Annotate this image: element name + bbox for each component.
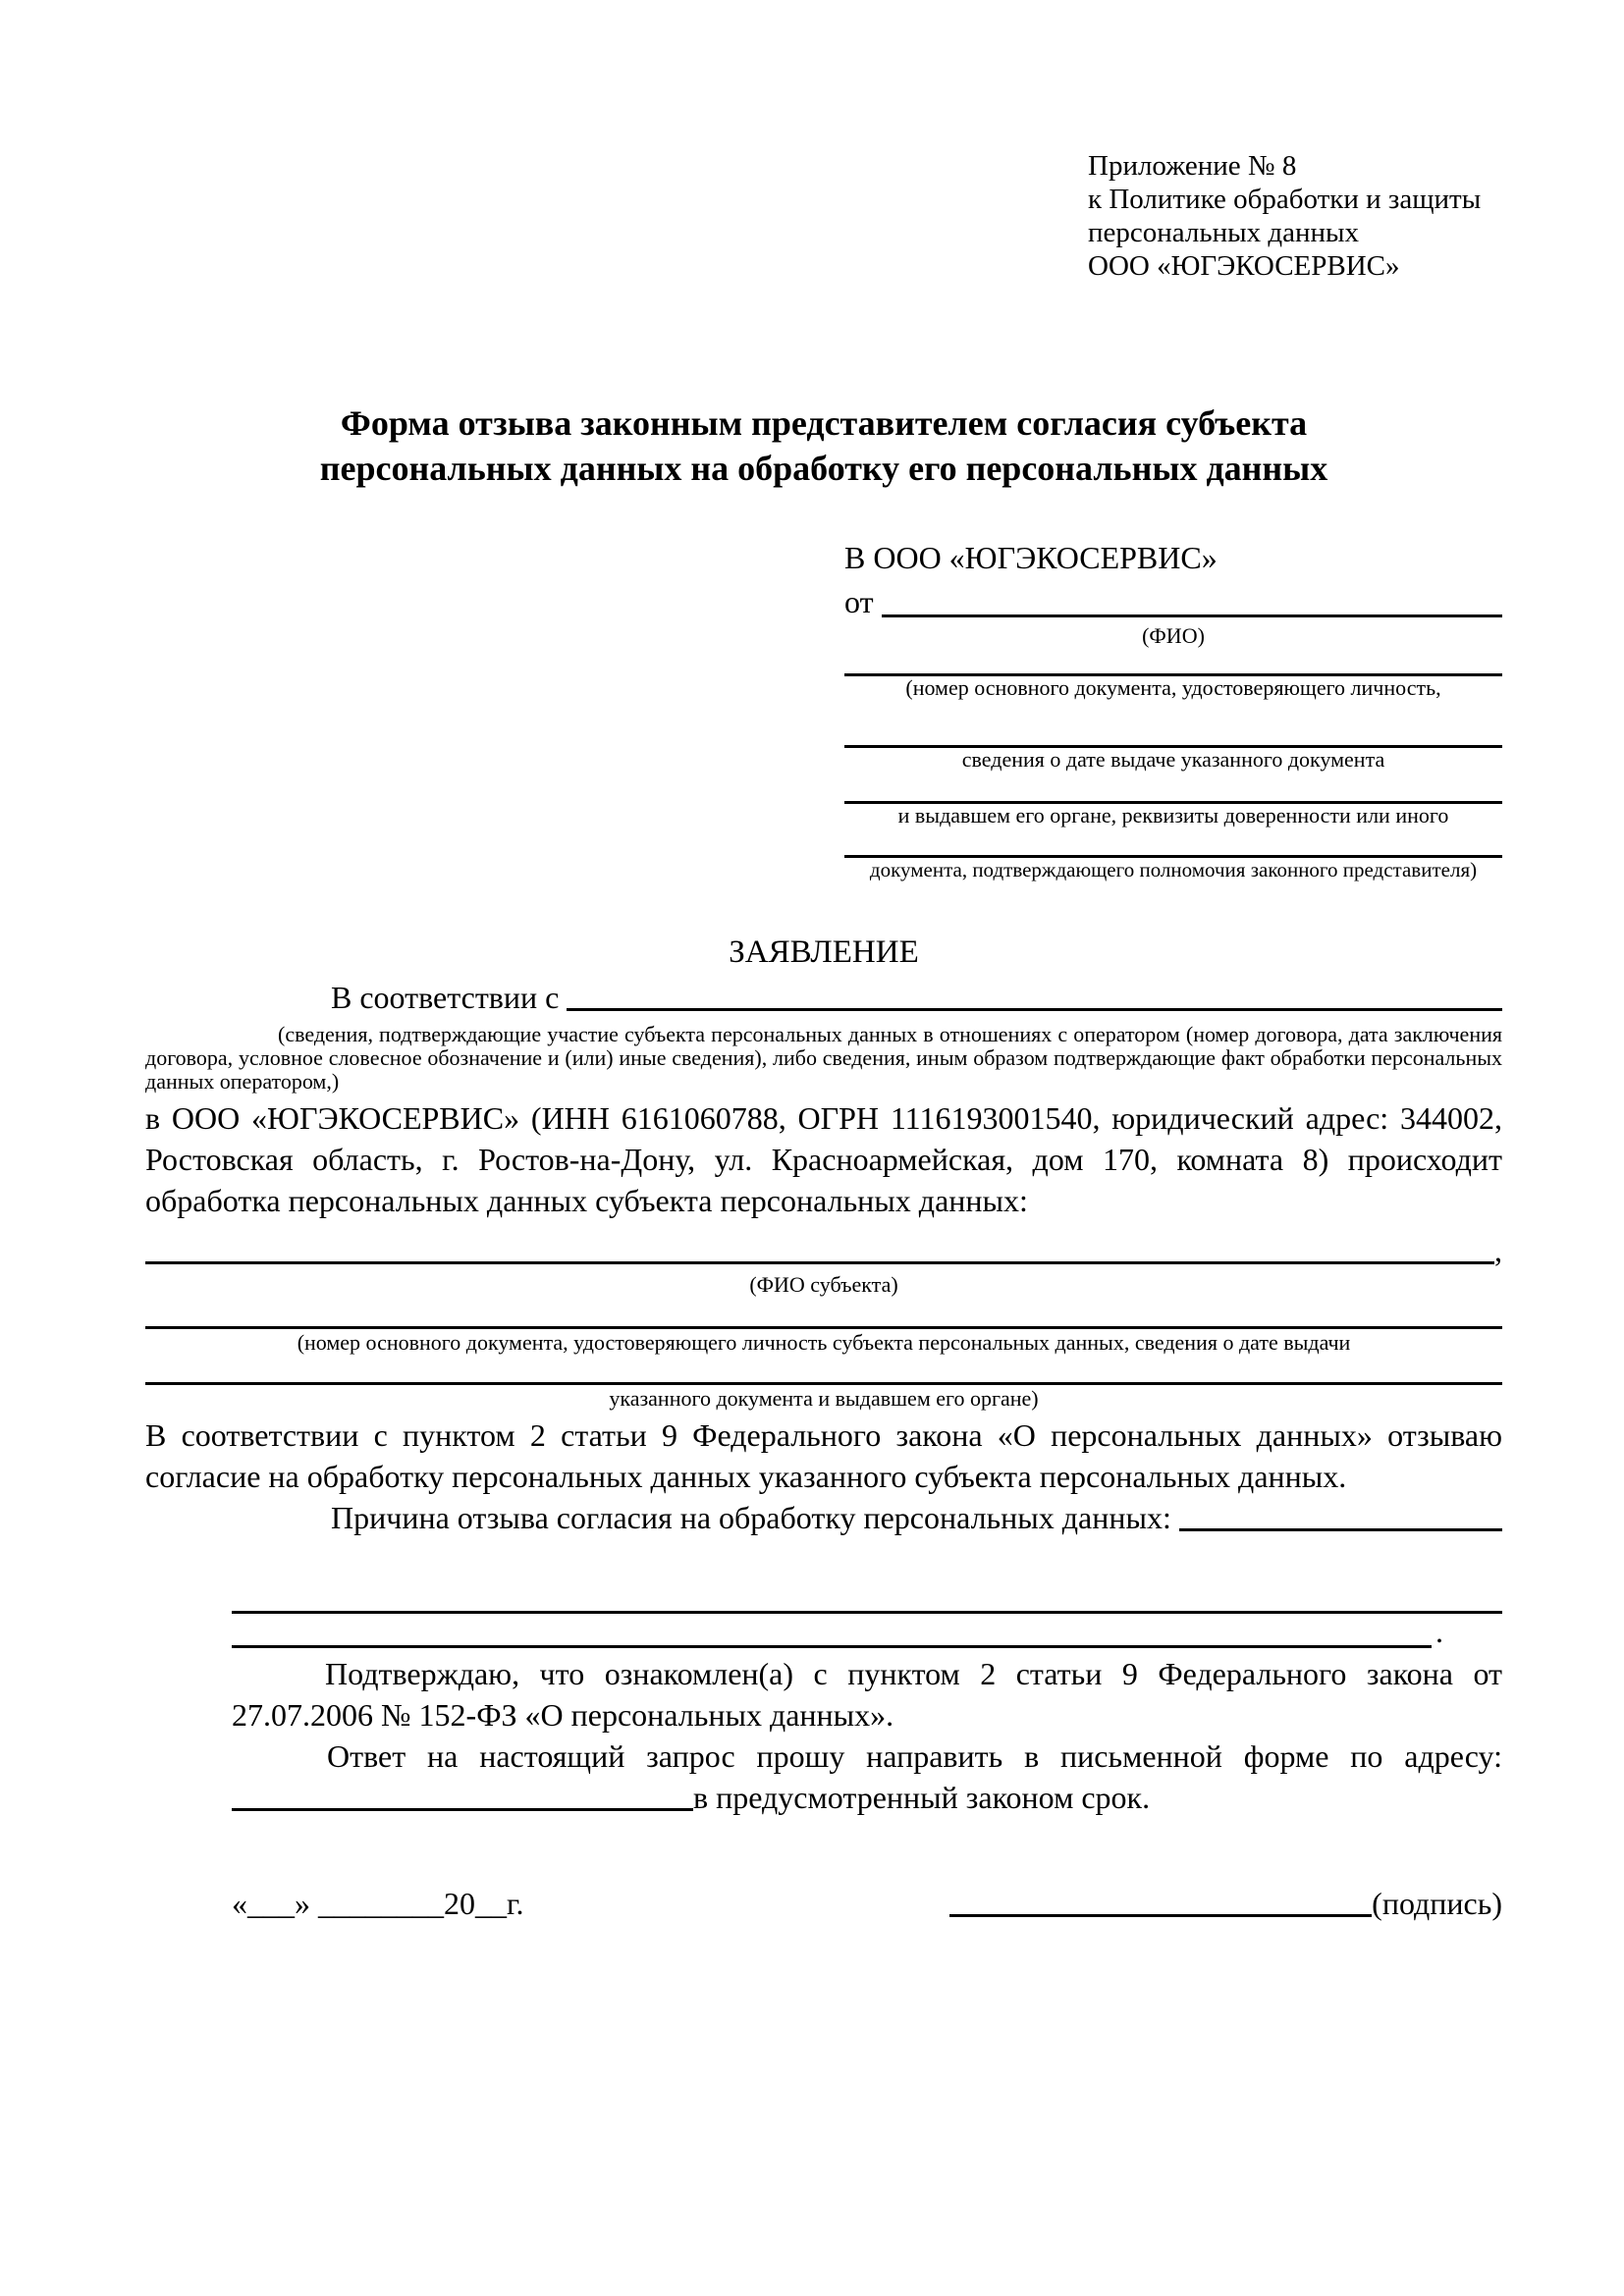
document-title-line: Форма отзыва законным представителем согласия субъекта xyxy=(340,403,1308,443)
annex-header xyxy=(1088,149,1502,283)
issuer-blank-line xyxy=(844,772,1502,804)
reason-blank-line xyxy=(1179,1497,1502,1531)
annex-line: Приложение № 8 xyxy=(1088,150,1297,182)
reason-label: Причина отзыва согласия на обработку персональных данных: xyxy=(331,1500,1179,1535)
reason-blank-line-3 xyxy=(232,1614,1432,1648)
response-suffix: в предусмотренный законом срок. xyxy=(693,1780,1151,1815)
signature-group xyxy=(949,1883,1502,1924)
intro-row xyxy=(145,977,1502,1018)
doc-number-blank-line xyxy=(844,648,1502,676)
addressee-block xyxy=(844,536,1502,881)
from-row xyxy=(844,580,1502,624)
date-line: «___» ________20__г. xyxy=(232,1886,524,1921)
signature-caption: (подпись) xyxy=(1372,1886,1502,1921)
reason-blank-row-3 xyxy=(232,1614,1443,1649)
annex-line: к Политике обработки и защиты xyxy=(1088,184,1482,215)
doc-number-caption: (номер основного документа, удостоверяющего личность, xyxy=(905,675,1441,700)
intro-caption: (сведения, подтверждающие участие субъекта персональных данных в отношениях с оператором (номер договора, дата заключения договора, условное словесное обозначение и (или) иные сведения), либо сведения, иным образом подтверждающие факт обработки персональных данных оператором,) xyxy=(145,1022,1502,1094)
intro-blank-line xyxy=(567,977,1502,1011)
subject-doc-blank-line xyxy=(145,1297,1502,1329)
signature-blank-line xyxy=(949,1883,1372,1917)
document-title xyxy=(145,400,1502,491)
fio-subject-caption: (ФИО субъекта) xyxy=(749,1272,898,1297)
issuer-caption: и выдавшем его органе, реквизиты доверенности или иного xyxy=(897,803,1449,828)
operator-paragraph: в ООО «ЮГЭКОСЕРВИС» (ИНН 6161060788, ОГРН 1116193001540, юридический адрес: 344002, Ростовская область, г. Ростов-на-Дону, ул. Красноармейская, дом 170, комната 8) происходит обработка персональных данных субъекта персональных данных: xyxy=(145,1100,1502,1218)
authority-caption: документа, подтверждающего полномочия законного представителя) xyxy=(869,858,1478,881)
issue-date-blank-line xyxy=(844,700,1502,748)
trailing-comma: , xyxy=(1494,1233,1502,1268)
fio-caption: (ФИО) xyxy=(1142,623,1205,648)
statement-heading: ЗАЯВЛЕНИЕ xyxy=(729,934,919,970)
response-paragraph: Ответ на настоящий запрос прошу направить в письменной форме по адресу: xyxy=(327,1738,1502,1774)
response-address-row xyxy=(232,1777,1502,1818)
authority-blank-line xyxy=(844,828,1502,858)
annex-line: ООО «ЮГЭКОСЕРВИС» xyxy=(1088,250,1400,282)
address-blank-line xyxy=(232,1777,693,1811)
intro-prefix: В соответствии с xyxy=(331,980,568,1015)
subject-doc-caption-2: указанного документа и выдавшем его органе) xyxy=(609,1386,1039,1411)
document-title-line: персональных данных на обработку его персональных данных xyxy=(319,449,1328,488)
from-label: от xyxy=(844,584,882,619)
withdraw-paragraph: В соответствии с пунктом 2 статьи 9 Федерального закона «О персональных данных» отзываю согласие на обработку персональных данных указанного субъекта персональных данных. xyxy=(145,1417,1502,1494)
fio-subject-blank-row xyxy=(145,1230,1502,1271)
trailing-period: . xyxy=(1435,1614,1443,1649)
subject-doc-caption-1: (номер основного документа, удостоверяющего личность субъекта персональных данных, сведения о дате выдачи xyxy=(297,1330,1351,1355)
addressee-organization: В ООО «ЮГЭКОСЕРВИС» xyxy=(844,540,1218,575)
fio-blank-line xyxy=(882,580,1502,617)
footer-row xyxy=(232,1883,1502,1924)
confirm-paragraph: Подтверждаю, что ознакомлен(а) с пунктом 2 статьи 9 Федерального закона от 27.07.2006 № 152-ФЗ «О персональных данных». xyxy=(232,1656,1502,1733)
issue-date-caption: сведения о дате выдаче указанного документа xyxy=(961,747,1385,772)
subject-doc-blank-line-2 xyxy=(145,1355,1502,1385)
fio-subject-blank-line xyxy=(145,1230,1494,1264)
annex-line: персональных данных xyxy=(1088,217,1360,248)
reason-row xyxy=(145,1497,1502,1538)
